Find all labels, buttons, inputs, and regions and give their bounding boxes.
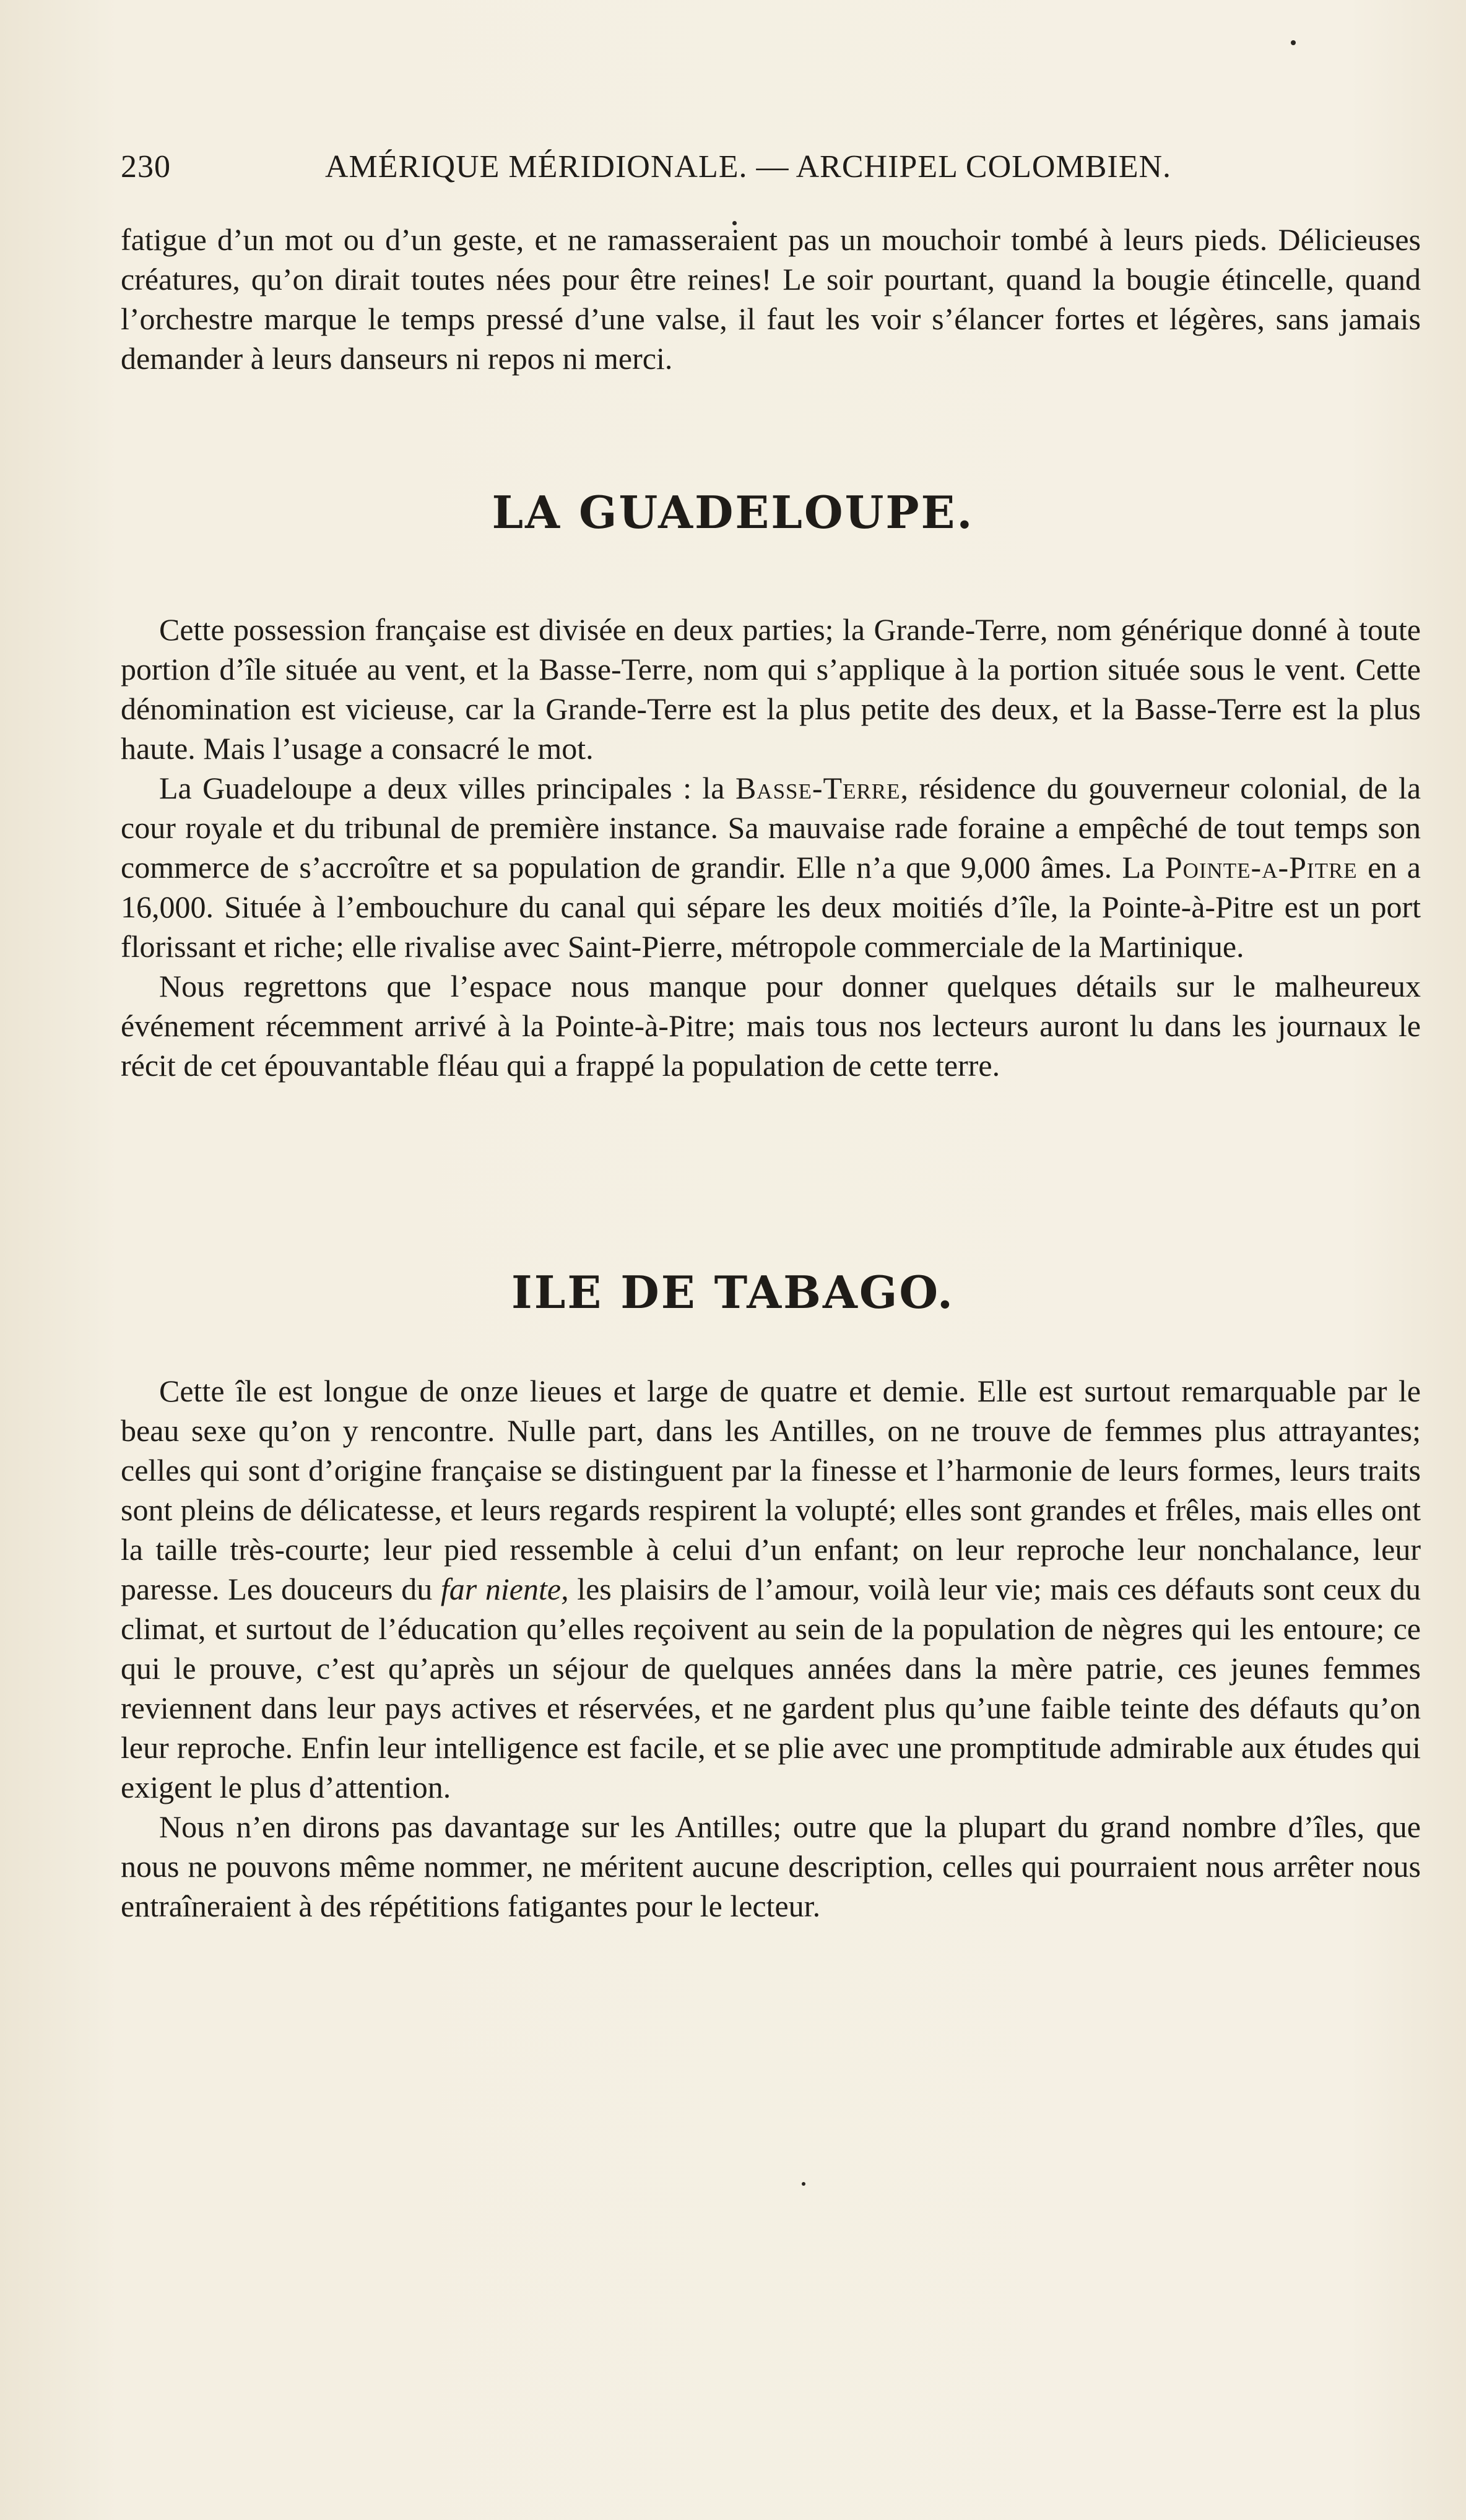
- guadeloupe-paragraph-2: [121, 768, 1421, 966]
- running-head-title: AMÉRIQUE MÉRIDIONALE. — ARCHIPEL COLOMBIEN.: [325, 149, 1172, 184]
- section-heading-tabago: ILE DE TABAGO.: [511, 1266, 955, 1318]
- guadeloupe-text-block: [121, 610, 1421, 1085]
- paragraph-text: en a 16,000. Située à l’embouchure du canal qui sépare les deux moitiés d’île, la Pointe-à-Pitre est un port florissant et riche; elle rivalise avec Saint-Pierre, métropole commerciale de la Martinique.: [121, 850, 1421, 964]
- guadeloupe-paragraph-3: Nous regrettons que l’espace nous manque pour donner quelques détails sur le malheureux événement récemment arrivé à la Pointe-à-Pitre; mais tous nos lecteurs auront lu dans les journaux le récit de cet épouvantable fléau qui a frappé la population de cette terre.: [121, 969, 1421, 1083]
- intro-paragraph: fatigue d’un mot ou d’un geste, et ne ramasseraient pas un mouchoir tombé à leurs pieds. Délicieuses créatures, qu’on dirait toutes nées pour être reines! Le soir pourtant, quand la bougie étincelle, quand l’orchestre marque le temps pressé d’une valse, il faut les voir s’élancer fortes et légères, sans jamais demander à leurs danseurs ni repos ni merci.: [121, 222, 1421, 376]
- paragraph-text: La Guadeloupe a deux villes principales : la: [159, 771, 735, 805]
- running-head: [121, 149, 1217, 198]
- guadeloupe-paragraph-1: Cette possession française est divisée en deux parties; la Grande-Terre, nom générique donné à toute portion d’île située au vent, et la Basse-Terre, nom qui s’applique à la portion située sous le vent. Cette dénomination est vicieuse, car la Grande-Terre est la plus petite des deux, et la Basse-Terre est la plus haute. Mais l’usage a consacré le mot.: [121, 612, 1421, 766]
- tabago-paragraph-1: [121, 1371, 1421, 1807]
- italic-phrase: far niente,: [440, 1572, 569, 1606]
- place-name-pointe-a-pitre: Pointe-a-Pitre: [1165, 850, 1358, 885]
- paragraph-text: Cette île est longue de onze lieues et large de quatre et demie. Elle est surtout remarquable par le beau sexe qu’on y rencontre. Nulle part, dans les Antilles, on ne trouve de femmes plus attrayantes; celles qui sont d’origine française se distinguent par la finesse et l’harmonie de leurs formes, leurs traits sont pleins de délicatesse, et leurs regards respirent la volupté; elles sont grandes et frêles, mais elles ont la taille très-courte; leur pied ressemble à celui d’un enfant; on leur reproche leur nonchalance, leur paresse. Les douceurs du: [121, 1374, 1421, 1606]
- paragraph-text: les plaisirs de l’amour, voilà leur vie; mais ces défauts sont ceux du climat, et surtout de l’éducation qu’elles reçoivent au sein de la population de nègres qui les entoure; ce qui le prouve, c’est qu’après un séjour de quelques années dans la mère patrie, ces jeunes femmes reviennent dans leur pays actives et réservées, et ne gardent plus qu’une faible teinte des défauts qu’on leur reproche. Enfin leur intelligence est facile, et se plie avec une promptitude admirable aux études qui exigent le plus d’attention.: [121, 1572, 1421, 1804]
- page-number: 230: [121, 149, 171, 184]
- ink-speck: [1291, 40, 1296, 45]
- paragraph-text: , résidence du gouverneur colonial, de la cour royale et du tribunal de première instance. Sa mauvaise rade foraine a empêché de tout temps son commerce de s’accroître et sa population de grandir. Elle n’a que 9,000 âmes. La: [121, 771, 1421, 885]
- intro-paragraph-block: [121, 220, 1421, 378]
- section-heading-guadeloupe: LA GUADELOUPE.: [492, 486, 974, 539]
- place-name-basse-terre: Basse-Terre: [735, 771, 901, 805]
- tabago-paragraph-2: Nous n’en dirons pas davantage sur les Antilles; outre que la plupart du grand nombre d’îles, que nous ne pouvons même nommer, ne méritent aucune description, celles qui pourraient nous arrêter nous entraîneraient à des répétitions fatigantes pour le lecteur.: [121, 1809, 1421, 1923]
- tabago-text-block: [121, 1371, 1421, 1926]
- ink-speck: [802, 2182, 805, 2186]
